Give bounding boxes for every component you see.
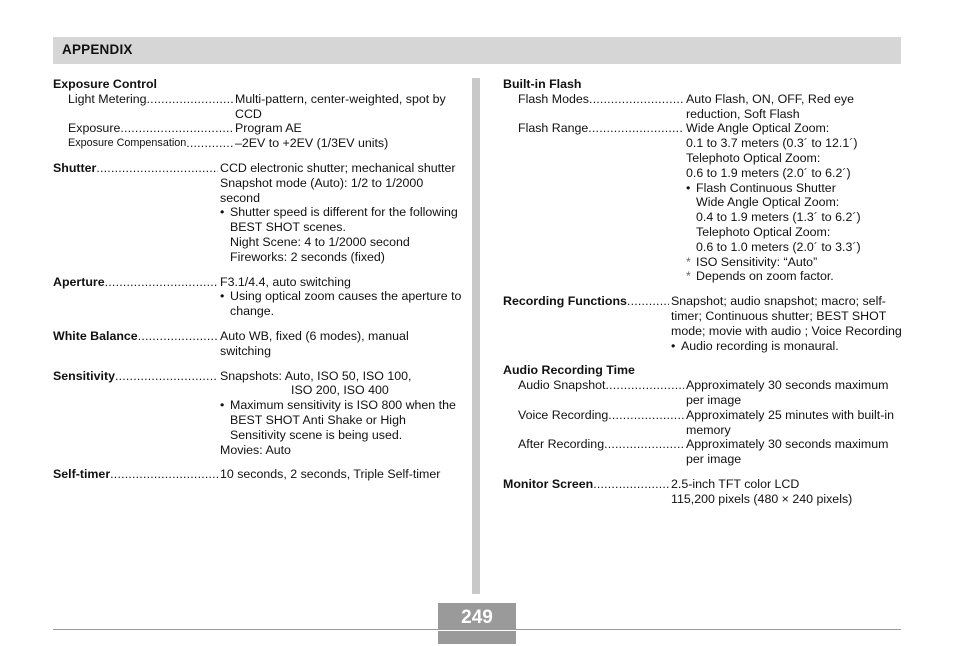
cont-tele-label: Telephoto Optical Zoom:: [696, 224, 831, 239]
leader-dots: [186, 136, 233, 151]
leader-dots: [606, 378, 685, 393]
self-timer-label: Self-timer: [53, 467, 111, 482]
exposure-compensation-value: –2EV to +2EV (1/3EV units): [235, 136, 389, 151]
bullet-icon: •: [220, 205, 225, 220]
builtin-flash-section: [503, 77, 903, 284]
white-balance-label: White Balance: [53, 328, 138, 343]
recording-note: [671, 339, 903, 354]
leader-dots: [115, 369, 218, 384]
after-recording-label: After Recording: [518, 437, 605, 452]
telephoto-value: 0.6 to 1.9 meters (2.0´ to 6.2´): [686, 165, 851, 180]
leader-dots: [593, 477, 669, 492]
cont-tele-value: 0.6 to 1.0 meters (2.0´ to 3.3´): [696, 239, 861, 254]
white-balance-section: [53, 329, 463, 359]
wide-angle-value: 0.1 to 3.7 meters (0.3´ to 12.1´): [686, 136, 858, 151]
night-scene-text: Night Scene: 4 to 1/2000 second: [230, 234, 410, 249]
cont-wide-value: 0.4 to 1.9 meters (1.3´ to 6.2´): [696, 210, 861, 225]
recording-functions-label: Recording Functions: [503, 294, 627, 309]
zoom-footnote-text: Depends on zoom factor.: [696, 269, 834, 284]
leader-dots: [120, 121, 233, 136]
aperture-label: Aperture: [53, 274, 105, 289]
self-timer-section: [53, 467, 463, 482]
leader-dots: [627, 294, 669, 309]
sensitivity-value-1: Snapshots: Auto, ISO 50, ISO 100,: [220, 368, 412, 383]
aperture-section: [53, 275, 463, 319]
spec-row-voice-recording: [503, 408, 903, 438]
page-number: 249: [461, 607, 493, 628]
recording-functions-value: Snapshot; audio snapshot; macro; self-timer; Continuous shutter; BEST SHOT mode; movie with audio ; Voice Recording: [671, 294, 902, 338]
monitor-screen-value-2: 115,200 pixels (480 × 240 pixels): [671, 491, 853, 506]
shutter-value-2: Snapshot mode (Auto): 1/2 to 1/2000 second: [220, 175, 424, 205]
leader-dots: [588, 121, 684, 136]
leader-dots: [105, 275, 218, 290]
wide-angle-label: Wide Angle Optical Zoom:: [686, 121, 830, 136]
zoom-footnote: [686, 269, 903, 284]
light-metering-value: Multi-pattern, center-weighted, spot by CCD: [235, 91, 446, 121]
bullet-icon: •: [220, 289, 225, 304]
aperture-value: F3.1/4.4, auto switching: [220, 274, 351, 289]
flash-continuous-note: [686, 181, 903, 196]
section-title: APPENDIX: [62, 42, 133, 57]
column-divider: [472, 78, 480, 594]
leader-dots: [138, 329, 218, 344]
spec-row-after-recording: [503, 437, 903, 467]
spec-row-flash-modes: [503, 92, 903, 122]
self-timer-value: 10 seconds, 2 seconds, Triple Self-timer: [220, 467, 441, 482]
shutter-section: [53, 161, 463, 265]
spec-row-exposure: [53, 121, 463, 136]
leader-dots: [604, 437, 684, 452]
flash-modes-label: Flash Modes: [518, 91, 589, 106]
iso-footnote: [686, 255, 903, 270]
shutter-label: Shutter: [53, 160, 97, 175]
exposure-label: Exposure: [68, 121, 121, 136]
cont-wide-label: Wide Angle Optical Zoom:: [696, 195, 840, 210]
audio-snapshot-value: Approximately 30 seconds maximum per image: [686, 378, 889, 407]
audio-snapshot-label: Audio Snapshot: [518, 378, 606, 393]
spec-row-audio-snapshot: [503, 378, 903, 408]
sensitivity-value-2: ISO 200, ISO 400: [291, 383, 389, 398]
spec-row-light-metering: [53, 92, 463, 122]
monitor-screen-value-1: 2.5-inch TFT color LCD: [671, 476, 800, 491]
fireworks-text: Fireworks: 2 seconds (fixed): [230, 249, 385, 264]
leader-dots: [589, 92, 684, 107]
light-metering-label: Light Metering: [68, 91, 147, 106]
flash-modes-value: Auto Flash, ON, OFF, Red eye reduction, Soft Flash: [686, 91, 855, 121]
shutter-value-1: CCD electronic shutter; mechanical shutter: [220, 160, 456, 175]
monitor-screen-label: Monitor Screen: [503, 476, 594, 491]
spec-row-exposure-compensation: [53, 136, 463, 151]
monitor-screen-section: [503, 477, 903, 507]
flash-range-label: Flash Range: [518, 121, 589, 136]
voice-recording-label: Voice Recording: [518, 407, 609, 422]
shutter-values: [218, 161, 463, 265]
recording-note-text: Audio recording is monaural.: [681, 338, 839, 353]
bullet-icon: •: [220, 398, 225, 413]
iso-footnote-text: ISO Sensitivity: “Auto”: [696, 254, 818, 269]
bullet-icon: •: [686, 180, 691, 195]
leader-dots: [96, 161, 218, 176]
spec-row-flash-range: [503, 121, 903, 284]
exposure-control-heading: Exposure Control: [53, 77, 157, 91]
asterisk-icon: *: [686, 269, 691, 284]
aperture-note: [220, 289, 463, 319]
leader-dots: [608, 408, 684, 423]
sensitivity-movies: Movies: Auto: [220, 442, 291, 457]
left-column: [53, 77, 463, 492]
white-balance-value: Auto WB, fixed (6 modes), manual switching: [220, 328, 409, 358]
leader-dots: [110, 467, 218, 482]
shutter-note: [220, 205, 463, 264]
exposure-control-section: [53, 77, 463, 151]
sensitivity-label: Sensitivity: [53, 368, 115, 383]
audio-recording-time-heading: Audio Recording Time: [503, 363, 635, 378]
asterisk-icon: *: [686, 254, 691, 269]
shutter-note-text: Shutter speed is different for the following BEST SHOT scenes.: [230, 205, 458, 235]
voice-recording-value: Approximately 25 minutes with built-in memory: [686, 407, 894, 437]
builtin-flash-heading: Built-in Flash: [503, 77, 582, 91]
audio-recording-time-section: [503, 363, 903, 467]
after-recording-value: Approximately 30 seconds maximum per image: [686, 437, 889, 467]
page-number-badge: [438, 603, 516, 644]
telephoto-label: Telephoto Optical Zoom:: [686, 150, 821, 165]
page-badge-divider: [438, 630, 516, 631]
header-bar: [53, 37, 901, 64]
leader-dots: [147, 92, 233, 107]
exposure-value: Program AE: [235, 121, 302, 136]
sensitivity-note: [220, 398, 463, 442]
flash-continuous-text: Flash Continuous Shutter: [696, 180, 836, 195]
right-column: [503, 77, 903, 517]
bullet-icon: •: [671, 338, 676, 353]
sensitivity-section: [53, 369, 463, 458]
aperture-note-text: Using optical zoom causes the aperture to change.: [230, 289, 462, 319]
recording-functions-section: [503, 294, 903, 353]
exposure-compensation-label: Exposure Compensation: [68, 137, 187, 150]
sensitivity-note-text: Maximum sensitivity is ISO 800 when the BEST SHOT Anti Shake or High Sensitivity scene is being used.: [230, 398, 456, 442]
